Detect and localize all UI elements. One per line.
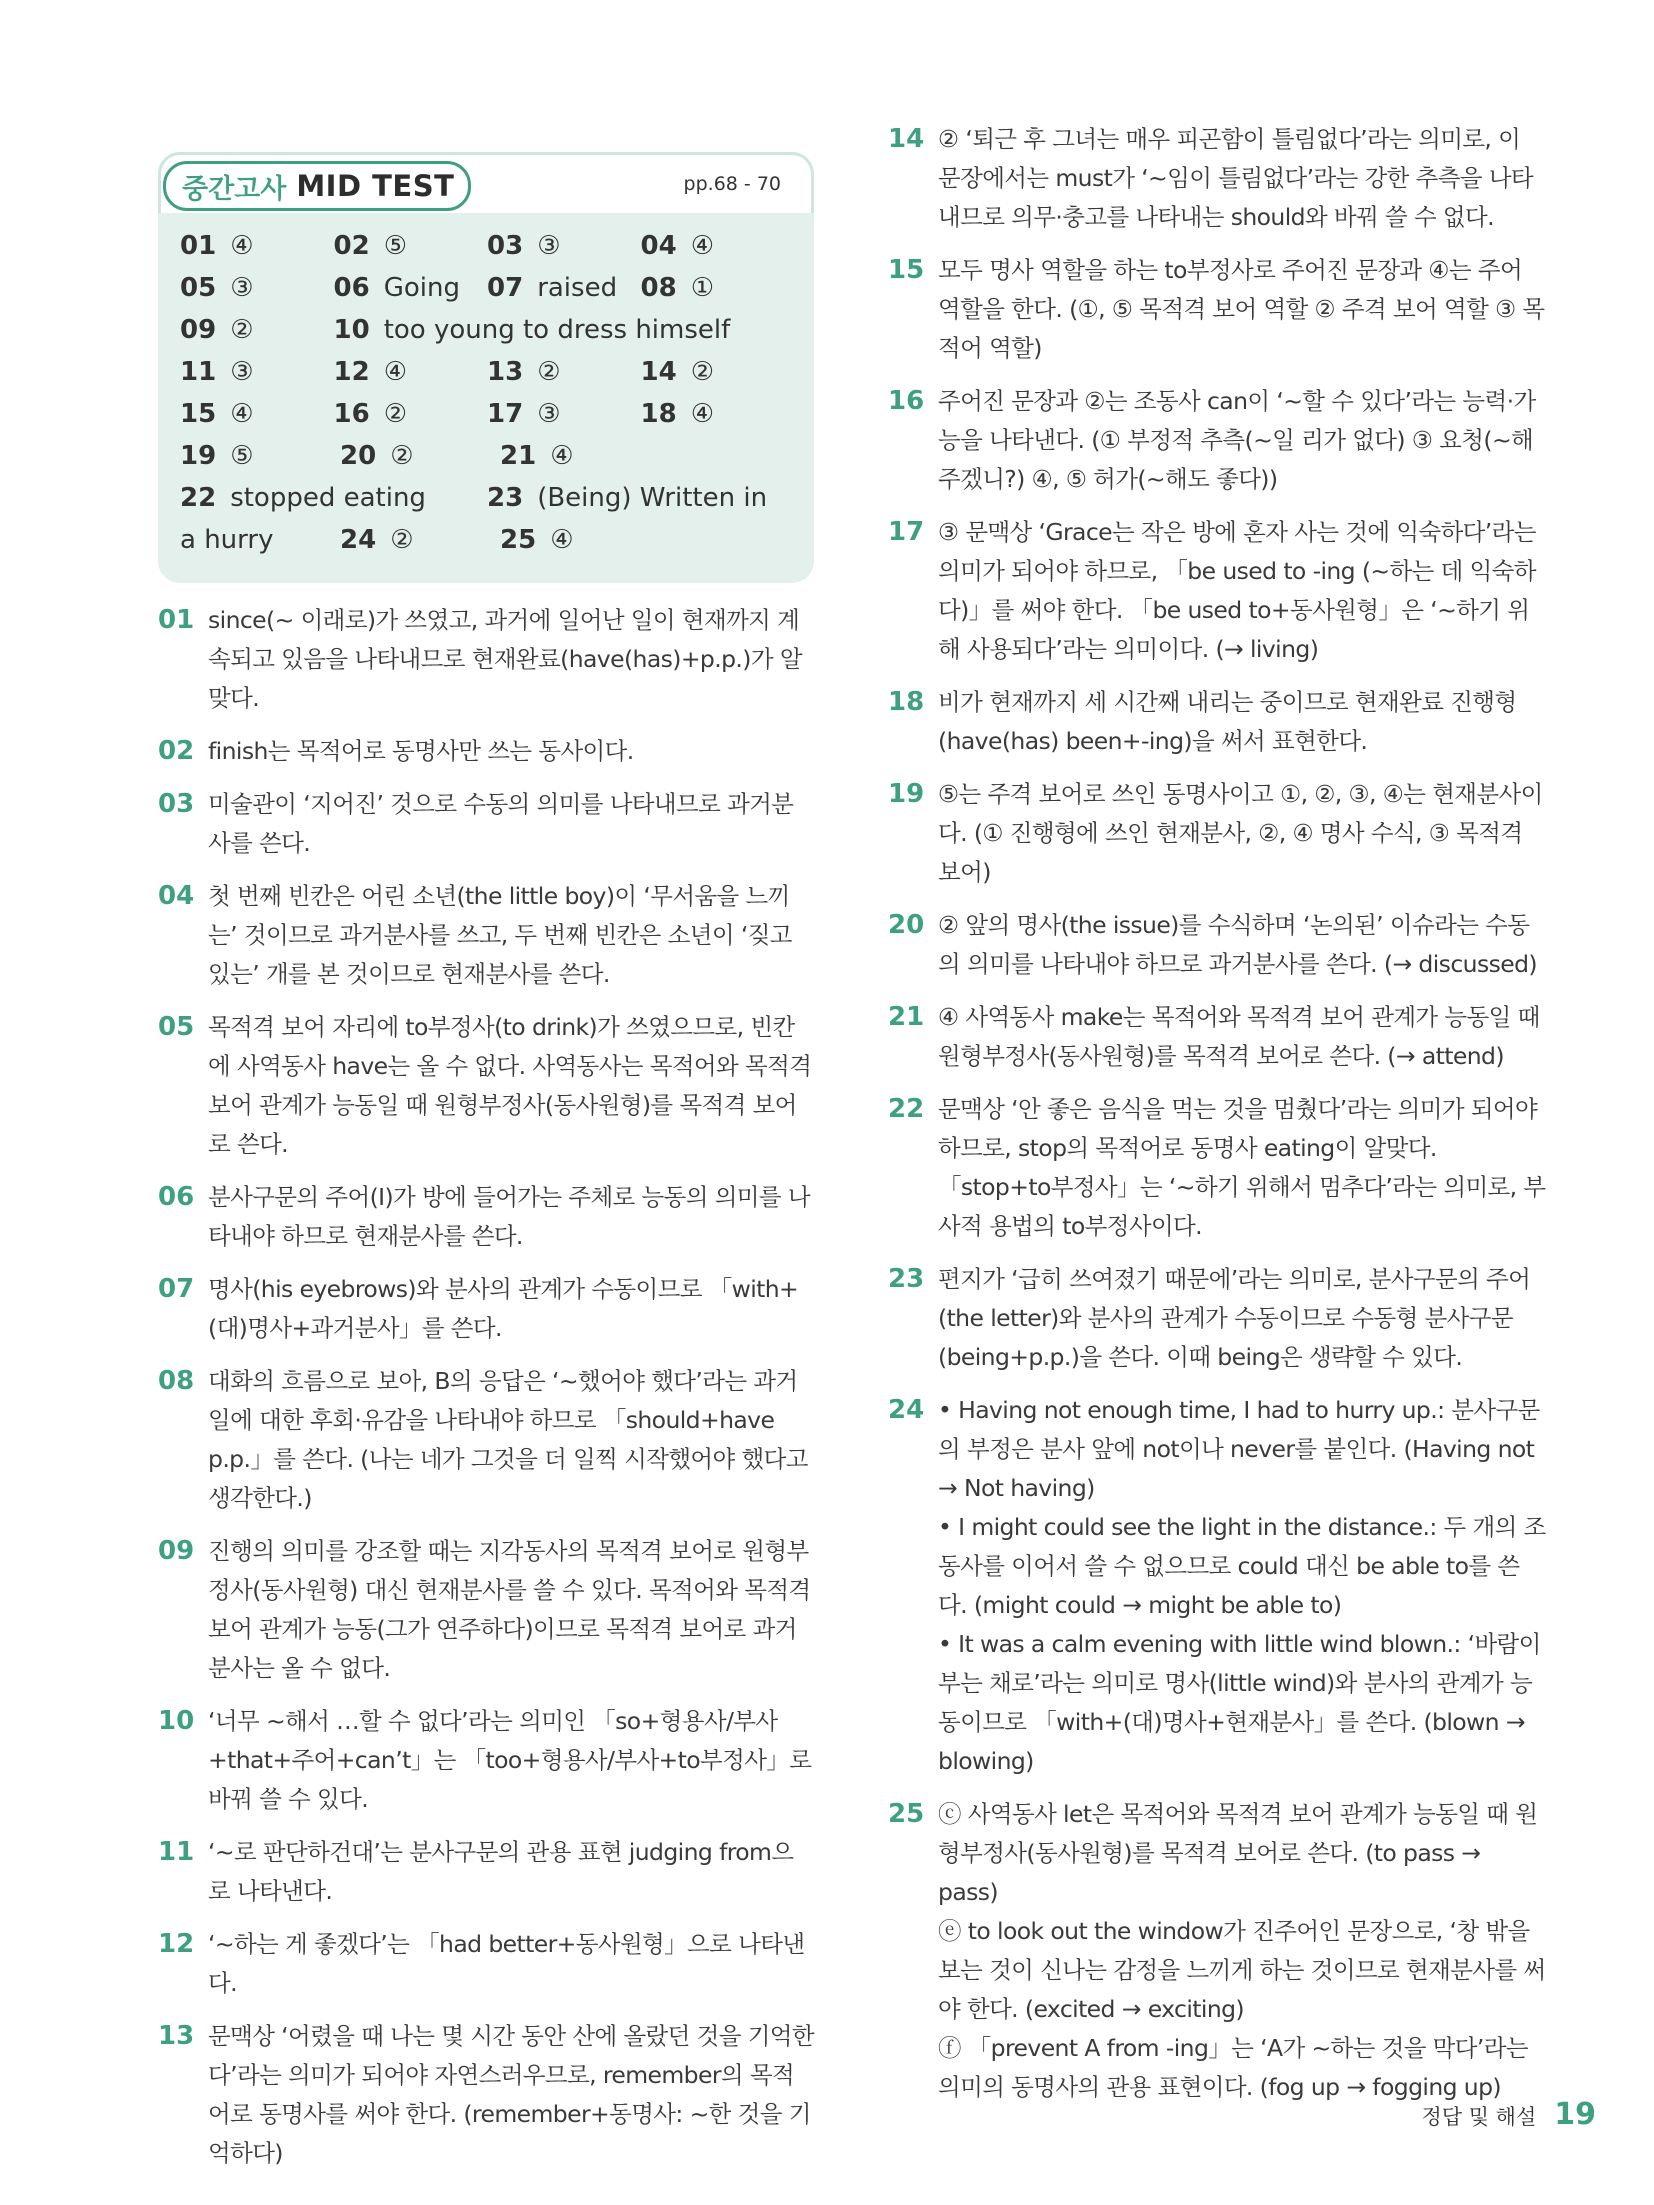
explanation-item [158, 1925, 814, 2003]
explanation-paragraph: 모두 명사 역할을 하는 to부정사로 주어진 문장과 ④는 주어 역할을 한다. (①, ⑤ 목적격 보어 역할 ② 주격 보어 역할 ③ 목적어 역할) [938, 256, 1545, 362]
explanation-item [158, 1833, 814, 1911]
explanation-paragraph: ‘너무 ~해서 …할 수 없다’라는 의미인 「so+형용사/부사+that+주어+can’t」는 「too+형용사/부사+to부정사」로 바꿔 쓸 수 있다. [208, 1707, 812, 1813]
explanation-item [158, 877, 814, 994]
answer-number: 10 [333, 315, 370, 345]
explanation-item [158, 1702, 814, 1819]
question-number: 08 [158, 1366, 195, 1396]
explanation-text [208, 877, 814, 994]
answer-cell [334, 393, 488, 435]
question-number: 04 [158, 881, 195, 911]
explanation-item [158, 601, 814, 718]
answer-value: ④ [690, 399, 714, 429]
question-number: 22 [888, 1094, 925, 1124]
question-number: 11 [158, 1837, 195, 1867]
answer-cell [180, 435, 340, 477]
explanation-text [938, 513, 1546, 669]
answer-cell [180, 267, 334, 309]
answer-cell [487, 477, 794, 519]
answer-cell [487, 267, 641, 309]
question-number: 19 [888, 779, 925, 809]
explanation-paragraph: 문맥상 ‘어렸을 때 나는 몇 시간 동안 산에 올랐던 것을 기억한다’라는 의미가 되어야 자연스러우므로, remember의 목적어로 동명사를 써야 한다. (remember+동명사: ~한 것을 기억하다) [208, 2022, 814, 2167]
question-number: 05 [158, 1012, 195, 1042]
explanation-paragraph: ⓒ 사역동사 let은 목적어와 목적격 보어 관계가 능동일 때 원형부정사(동사원형)를 목적격 보어로 쓴다. (to pass → pass) [938, 1800, 1538, 1906]
explanation-text [938, 906, 1546, 984]
question-number: 13 [158, 2021, 195, 2051]
answer-row [180, 435, 794, 477]
explanation-paragraph: ⓔ to look out the window가 진주어인 문장으로, ‘창 밖을 보는 것이 신나는 감정을 느끼게 하는 것이므로 현재분사를 써야 한다. (excited → exciting) [938, 1917, 1546, 2023]
question-number: 07 [158, 1274, 195, 1304]
explanation-paragraph: ‘~하는 게 좋겠다’는 「had better+동사원형」으로 나타낸다. [208, 1930, 805, 1997]
answer-cell [487, 225, 641, 267]
explanation-text [208, 2017, 814, 2173]
explanation-item [888, 1090, 1546, 1246]
question-number: 12 [158, 1929, 195, 1959]
answer-number: 01 [180, 231, 217, 261]
question-number: 23 [888, 1264, 925, 1294]
answer-cell [180, 477, 487, 519]
section-title-english: MID TEST [296, 169, 455, 203]
answer-number: 08 [640, 273, 677, 303]
answer-cell [340, 435, 500, 477]
explanation-text [208, 1702, 814, 1819]
answer-number: 25 [500, 525, 537, 555]
answer-value: ② [690, 357, 714, 387]
answer-number: 16 [333, 399, 370, 429]
answer-value: ② [390, 525, 414, 555]
explanation-paragraph: 명사(his eyebrows)와 분사의 관계가 수동이므로 「with+(대)명사+과거분사」를 쓴다. [208, 1275, 799, 1342]
explanation-paragraph: 미술관이 ‘지어진’ 것으로 수동의 의미를 나타내므로 과거분사를 쓴다. [208, 790, 794, 857]
answer-number: 17 [487, 399, 524, 429]
answer-value: ④ [230, 399, 254, 429]
answer-key-box [158, 152, 814, 583]
explanation-item [158, 785, 814, 863]
answer-cell [180, 225, 334, 267]
explanation-paragraph: ② ‘퇴근 후 그녀는 매우 피곤함이 틀림없다’라는 의미로, 이 문장에서는 must가 ‘~임이 틀림없다’라는 강한 추측을 나타내므로 의무·충고를 나타내는 should와 바꿔 쓸 수 없다. [938, 125, 1534, 231]
answer-value: ④ [383, 357, 407, 387]
question-number: 25 [888, 1799, 925, 1829]
answer-cell [500, 519, 660, 561]
explanation-paragraph: 첫 번째 빈칸은 어린 소년(the little boy)이 ‘무서움을 느끼는’ 것이므로 과거분사를 쓰고, 두 번째 빈칸은 소년이 ‘짖고 있는’ 개를 본 것이므로 현재분사를 쓴다. [208, 882, 792, 988]
question-number: 16 [888, 386, 925, 416]
answer-value: ③ [537, 399, 561, 429]
question-number: 06 [158, 1182, 195, 1212]
answer-number: 03 [487, 231, 524, 261]
explanation-text [938, 1090, 1546, 1246]
answer-cell [500, 435, 660, 477]
explanation-text [208, 785, 814, 863]
answer-cell [334, 351, 488, 393]
explanation-item [888, 1795, 1546, 2107]
explanation-paragraph: 분사구문의 주어(I)가 방에 들어가는 주체로 능동의 의미를 나타내야 하므로 현재분사를 쓴다. [208, 1183, 810, 1250]
answer-cell [334, 225, 488, 267]
explanation-text [938, 683, 1546, 761]
answer-number: 09 [180, 315, 217, 345]
explanation-paragraph: 진행의 의미를 강조할 때는 지각동사의 목적격 보어로 원형부정사(동사원형) 대신 현재분사를 쓸 수 있다. 목적어와 목적격 보어 관계가 능동(그가 연주하다)이므로 목적격 보어로 과거분사는 올 수 없다. [208, 1537, 811, 1682]
answer-number: 15 [180, 399, 217, 429]
question-number: 15 [888, 255, 925, 285]
answer-cell [180, 393, 334, 435]
right-column [888, 120, 1546, 2121]
explanation-paragraph: ⓕ 「prevent A from -ing」는 ‘A가 ~하는 것을 막다’라는 의미의 동명사의 관용 표현이다. (fog up → fogging up) [938, 2034, 1528, 2101]
page-footer [1421, 2097, 1596, 2132]
section-title-korean: 중간고사 [182, 173, 287, 205]
explanation-item [888, 683, 1546, 761]
explanation-text [208, 1178, 814, 1256]
answer-number: 02 [333, 231, 370, 261]
answer-row [180, 477, 794, 519]
answer-number: 13 [487, 357, 524, 387]
explanation-text [208, 1270, 814, 1348]
answer-value: raised [537, 273, 618, 303]
question-number: 17 [888, 517, 925, 547]
answer-value: ④ [550, 525, 574, 555]
answer-number: 22 [180, 483, 217, 513]
answer-value: ③ [230, 273, 254, 303]
answer-value: ① [690, 273, 714, 303]
explanation-paragraph: ‘~로 판단하건대’는 분사구문의 관용 표현 judging from으로 나타낸다. [208, 1838, 794, 1905]
explanation-item [158, 1270, 814, 1348]
explanation-item [888, 906, 1546, 984]
answer-cell [180, 519, 340, 561]
explanations-left [158, 601, 814, 2173]
answer-value: ④ [550, 441, 574, 471]
answer-number: 18 [640, 399, 677, 429]
answer-number: 11 [180, 357, 217, 387]
answer-number: 14 [640, 357, 677, 387]
explanation-paragraph: • It was a calm evening with little wind blown.: ‘바람이 부는 채로’라는 의미로 명사(little wind)와 분사의 관계가 능동이므로 「with+(대)명사+현재분사」를 쓴다. (blown → blowing) [938, 1630, 1541, 1775]
explanation-paragraph: since(~ 이래로)가 쓰였고, 과거에 일어난 일이 현재까지 계속되고 있음을 나타내므로 현재완료(have(has)+p.p.)가 알맞다. [208, 606, 802, 712]
explanation-text [208, 1008, 814, 1164]
question-number: 14 [888, 124, 925, 154]
explanation-text [938, 998, 1546, 1076]
answer-value: ② [537, 357, 561, 387]
answer-row [180, 519, 794, 561]
explanation-paragraph: • I might could see the light in the distance.: 두 개의 조동사를 이어서 쓸 수 없으므로 could 대신 be able to를 쓴다. (might could → might be able to) [938, 1513, 1546, 1619]
explanation-paragraph: 편지가 ‘급히 쓰여졌기 때문에’라는 의미로, 분사구문의 주어 (the letter)와 분사의 관계가 수동이므로 수동형 분사구문(being+p.p.)을 쓴다. 이때 being은 생략할 수 있다. [938, 1265, 1531, 1371]
explanation-text [938, 1795, 1546, 2107]
explanation-text [938, 1391, 1546, 1781]
answer-row [180, 309, 794, 351]
question-number: 21 [888, 1002, 925, 1032]
explanation-text [208, 601, 814, 718]
explanation-paragraph: finish는 목적어로 동명사만 쓰는 동사이다. [208, 737, 634, 765]
explanation-text [938, 251, 1546, 368]
question-number: 09 [158, 1536, 195, 1566]
answer-value: Going [383, 273, 460, 303]
answer-number: 12 [333, 357, 370, 387]
answer-value: too young to dress himself [383, 315, 731, 345]
page-number: 19 [1554, 2097, 1596, 2132]
question-number: 03 [158, 789, 195, 819]
explanation-text [208, 1925, 814, 2003]
explanation-item [888, 1260, 1546, 1377]
explanation-paragraph: ⑤는 주격 보어로 쓰인 동명사이고 ①, ②, ③, ④는 현재분사이다. (① 진행형에 쓰인 현재분사, ②, ④ 명사 수식, ③ 목적격 보어) [938, 780, 1543, 886]
footer-label: 정답 및 해설 [1421, 2105, 1537, 2129]
explanation-paragraph: ③ 문맥상 ‘Grace는 작은 방에 혼자 사는 것에 익숙하다’라는 의미가 되어야 하므로, 「be used to -ing (~하는 데 익숙하다)」를 써야 한다. 「be used to+동사원형」은 ‘~하기 위해 사용되다’라는 의미이다. (→ living) [938, 518, 1536, 663]
answer-number: 21 [500, 441, 537, 471]
explanation-paragraph: 문맥상 ‘안 좋은 음식을 먹는 것을 멈췄다’라는 의미가 되어야 하므로, stop의 목적어로 동명사 eating이 알맞다. 「stop+to부정사」는 ‘~하기 위해서 멈추다’라는 의미로, 부사적 용법의 to부정사이다. [938, 1095, 1546, 1240]
explanation-item [158, 1178, 814, 1256]
answer-cell [641, 393, 795, 435]
answer-number: 07 [487, 273, 524, 303]
answer-number: 24 [340, 525, 377, 555]
answer-value: ③ [230, 357, 254, 387]
explanation-item [888, 998, 1546, 1076]
answer-value: ③ [537, 231, 561, 261]
question-number: 10 [158, 1706, 195, 1736]
explanation-item [888, 1391, 1546, 1781]
explanation-text [208, 1362, 814, 1518]
answer-value: ⑤ [230, 441, 254, 471]
answer-value: ② [383, 399, 407, 429]
answer-number: 06 [333, 273, 370, 303]
answer-row [180, 393, 794, 435]
answer-cell [487, 351, 641, 393]
explanation-item [888, 120, 1546, 237]
answer-cell [340, 519, 500, 561]
explanation-item [158, 1362, 814, 1518]
answer-cell [641, 225, 795, 267]
answer-value: a hurry [180, 525, 274, 555]
explanation-item [158, 1008, 814, 1164]
explanations-right [888, 120, 1546, 2107]
explanation-item [158, 732, 814, 771]
answer-cell [641, 267, 795, 309]
explanation-paragraph: 비가 현재까지 세 시간째 내리는 중이므로 현재완료 진행형(have(has) been+-ing)을 써서 표현한다. [938, 688, 1517, 755]
answer-box-header [158, 152, 814, 213]
answer-value: ② [230, 315, 254, 345]
section-title [163, 161, 471, 211]
explanation-item [888, 251, 1546, 368]
explanation-text [938, 120, 1546, 237]
explanation-text [208, 1833, 814, 1911]
left-column [158, 152, 814, 2187]
explanation-item [158, 2017, 814, 2173]
answer-number: 04 [640, 231, 677, 261]
question-number: 02 [158, 736, 195, 766]
answer-cell [487, 393, 641, 435]
question-number: 24 [888, 1395, 925, 1425]
explanation-item [888, 382, 1546, 499]
explanation-item [158, 1532, 814, 1688]
explanation-text [938, 382, 1546, 499]
answer-cell [641, 351, 795, 393]
answer-value: stopped eating [230, 483, 426, 513]
answer-grid [158, 213, 814, 561]
explanation-paragraph: 대화의 흐름으로 보아, B의 응답은 ‘~했어야 했다’라는 과거 일에 대한 후회·유감을 나타내야 하므로 「should+have p.p.」를 쓴다. (나는 네가 그것을 더 일찍 시작했어야 했다고 생각한다.) [208, 1367, 808, 1512]
answer-number: 20 [340, 441, 377, 471]
explanation-paragraph: ④ 사역동사 make는 목적어와 목적격 보어 관계가 능동일 때 원형부정사(동사원형)를 목적격 보어로 쓴다. (→ attend) [938, 1003, 1540, 1070]
answer-cell [334, 309, 795, 351]
answer-row [180, 351, 794, 393]
answer-value: (Being) Written in [537, 483, 768, 513]
explanation-text [938, 775, 1546, 892]
explanation-text [208, 1532, 814, 1688]
explanation-text [938, 1260, 1546, 1377]
explanation-paragraph: 목적격 보어 자리에 to부정사(to drink)가 쓰였으므로, 빈칸에 사역동사 have는 올 수 없다. 사역동사는 목적어와 목적격 보어 관계가 능동일 때 원형부정사(동사원형)를 목적격 보어로 쓴다. [208, 1013, 812, 1158]
answer-number: 19 [180, 441, 217, 471]
explanation-item [888, 775, 1546, 892]
answer-number: 23 [487, 483, 524, 513]
answer-row [180, 225, 794, 267]
answer-cell [180, 309, 334, 351]
answer-number: 05 [180, 273, 217, 303]
explanation-text [208, 732, 814, 771]
answer-cell [180, 351, 334, 393]
question-number: 01 [158, 605, 195, 635]
explanation-paragraph: ② 앞의 명사(the issue)를 수식하며 ‘논의된’ 이슈라는 수동의 의미를 나타내야 하므로 과거분사를 쓴다. (→ discussed) [938, 911, 1537, 978]
answer-value: ⑤ [383, 231, 407, 261]
question-number: 20 [888, 910, 925, 940]
answer-value: ② [390, 441, 414, 471]
answer-value: ④ [230, 231, 254, 261]
answer-value: ④ [690, 231, 714, 261]
answer-row [180, 267, 794, 309]
page-range: pp.68 - 70 [683, 173, 781, 195]
explanation-paragraph: 주어진 문장과 ②는 조동사 can이 ‘~할 수 있다’라는 능력·가능을 나타낸다. (① 부정적 추측(~일 리가 없다) ③ 요청(~해 주겠니?) ④, ⑤ 허가(~해도 좋다)) [938, 387, 1536, 493]
explanation-item [888, 513, 1546, 669]
question-number: 18 [888, 687, 925, 717]
explanation-paragraph: • Having not enough time, I had to hurry up.: 분사구문의 부정은 분사 앞에 not이나 never를 붙인다. (Having not → Not having) [938, 1396, 1540, 1502]
answer-cell [334, 267, 488, 309]
